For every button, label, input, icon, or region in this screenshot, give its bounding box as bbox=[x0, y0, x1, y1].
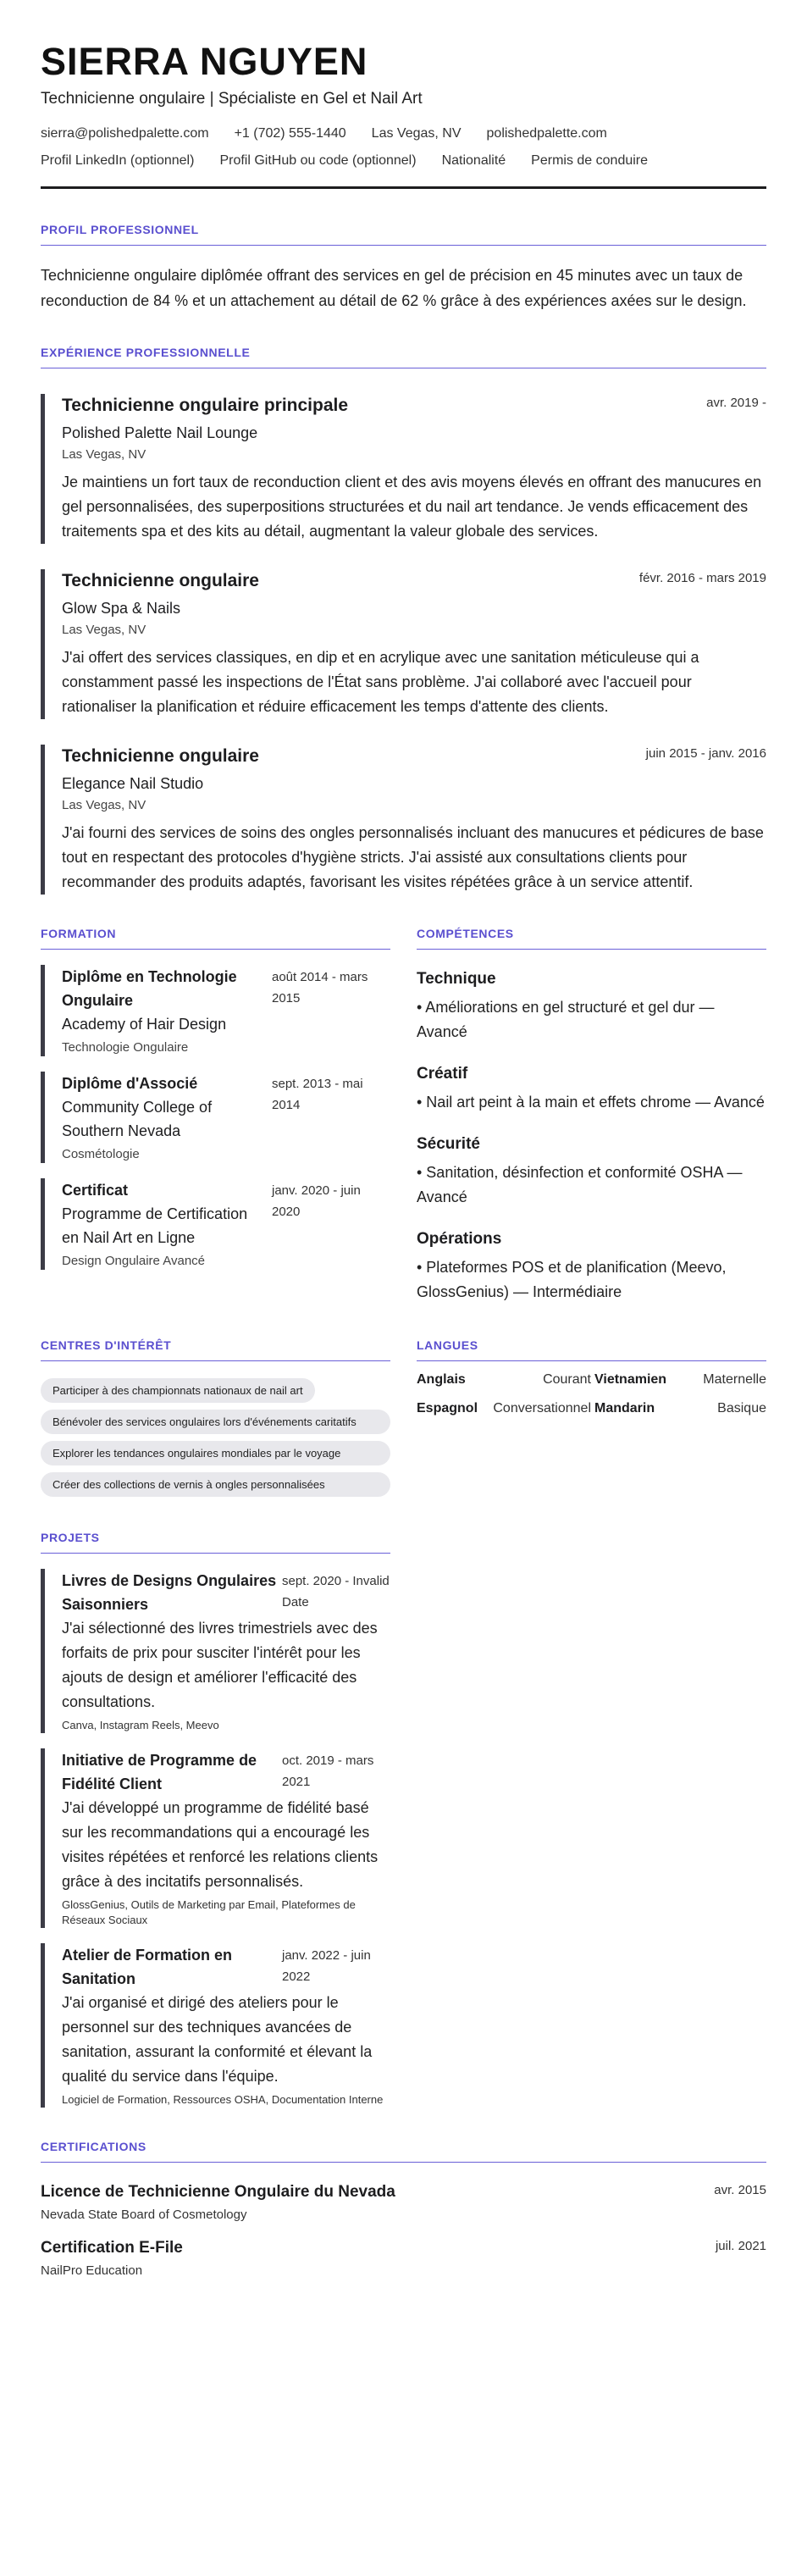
certification-name: Licence de Technicienne Ongulaire du Nevada bbox=[41, 2183, 395, 2201]
skill-item: • Sanitation, désinfection et conformité OSHA — Avancé bbox=[417, 1164, 743, 1205]
interest-chip: Explorer les tendances ongulaires mondiales par le voyage bbox=[41, 1441, 390, 1465]
education-date: sept. 2013 - mai 2014 bbox=[272, 1077, 363, 1112]
education-date: janv. 2020 - juin 2020 bbox=[272, 1183, 361, 1219]
contact-website[interactable]: polishedpalette.com bbox=[486, 126, 607, 141]
education-field: Technologie Ongulaire bbox=[62, 1040, 189, 1055]
certification-issuer: NailPro Education bbox=[41, 2263, 143, 2278]
job-title: Technicienne ongulaire bbox=[62, 571, 259, 590]
certification-date: avr. 2015 bbox=[714, 2183, 766, 2197]
project-date: oct. 2019 - mars 2021 bbox=[282, 1753, 374, 1789]
job-title: Technicienne ongulaire principale bbox=[62, 396, 349, 415]
experience-section bbox=[41, 346, 766, 895]
project-tools: GlossGenius, Outils de Marketing par Email, Plateformes de Réseaux Sociaux bbox=[62, 1898, 356, 1926]
interest-chip: Créer des collections de vernis à ongles personnalisées bbox=[41, 1472, 390, 1497]
language-name: Espagnol bbox=[417, 1401, 478, 1415]
nationality-field: Nationalité bbox=[441, 153, 506, 168]
language-level: Basique bbox=[717, 1401, 766, 1415]
job-date: févr. 2016 - mars 2019 bbox=[638, 571, 766, 585]
project-description: J'ai sélectionné des livres trimestriels avec des forfaits de prix pour susciter l'intérêt pour les ajouts de design et améliorer l'efficacité des consultations. bbox=[62, 1620, 378, 1710]
job-date: juin 2015 - janv. 2016 bbox=[645, 746, 766, 761]
contact-phone[interactable]: +1 (702) 555-1440 bbox=[234, 126, 346, 141]
project-entry bbox=[41, 1569, 390, 1733]
skills-section bbox=[417, 927, 766, 1305]
education-school: Academy of Hair Design bbox=[62, 1016, 227, 1033]
skill-item: • Plateformes POS et de planification (Meevo, GlossGenius) — Intermédiaire bbox=[417, 1259, 727, 1300]
skill-item: • Améliorations en gel structuré et gel dur — Avancé bbox=[417, 999, 715, 1040]
languages-section bbox=[417, 1338, 766, 1497]
languages-heading: LANGUES bbox=[417, 1338, 766, 1361]
contact-line bbox=[41, 125, 766, 142]
education-field: Design Ongulaire Avancé bbox=[62, 1254, 205, 1268]
education-school: Community College of Southern Nevada bbox=[62, 1099, 213, 1139]
contact-email[interactable]: sierra@polishedpalette.com bbox=[41, 126, 209, 141]
skill-group bbox=[417, 968, 766, 1044]
education-entry bbox=[41, 965, 390, 1056]
language-level: Maternelle bbox=[703, 1372, 766, 1387]
education-degree: Diplôme en Technologie Ongulaire bbox=[62, 968, 237, 1009]
header-divider bbox=[41, 186, 766, 189]
language-level: Conversationnel bbox=[493, 1401, 591, 1415]
job-entry bbox=[41, 569, 766, 719]
interest-chip: Bénévoler des services ongulaires lors d'événements caritatifs bbox=[41, 1410, 390, 1434]
interests-languages-row bbox=[41, 1338, 766, 1497]
skill-category: Sécurité bbox=[417, 1135, 480, 1153]
interests-heading: CENTRES D'INTÉRÊT bbox=[41, 1338, 390, 1361]
education-degree: Certificat bbox=[62, 1182, 129, 1199]
interest-chip: Participer à des championnats nationaux de nail art bbox=[41, 1378, 315, 1403]
education-school: Programme de Certification en Nail Art en Ligne bbox=[62, 1205, 248, 1246]
skill-category: Technique bbox=[417, 970, 496, 988]
education-date: août 2014 - mars 2015 bbox=[272, 970, 368, 1005]
job-company: Elegance Nail Studio bbox=[62, 775, 204, 792]
certifications-section bbox=[41, 2140, 766, 2280]
job-company: Glow Spa & Nails bbox=[62, 600, 181, 617]
language-name: Anglais bbox=[417, 1372, 466, 1387]
education-degree: Diplôme d'Associé bbox=[62, 1075, 198, 1092]
projects-heading: PROJETS bbox=[41, 1531, 390, 1554]
driver-license-field: Permis de conduire bbox=[531, 153, 649, 168]
projects-section bbox=[41, 1531, 390, 2108]
job-entry bbox=[41, 745, 766, 895]
project-tools: Canva, Instagram Reels, Meevo bbox=[62, 1719, 219, 1731]
job-location: Las Vegas, NV bbox=[62, 623, 146, 637]
profile-links-line bbox=[41, 152, 766, 169]
language-name: Vietnamien bbox=[594, 1372, 667, 1387]
job-location: Las Vegas, NV bbox=[62, 798, 146, 812]
candidate-headline: Technicienne ongulaire | Spécialiste en Gel et Nail Art bbox=[41, 90, 423, 108]
education-field: Cosmétologie bbox=[62, 1147, 140, 1161]
resume-header bbox=[41, 39, 766, 189]
skill-item: • Nail art peint à la main et effets chrome — Avancé bbox=[417, 1094, 765, 1111]
certification-date: juil. 2021 bbox=[715, 2239, 766, 2253]
summary-section bbox=[41, 223, 766, 313]
job-date: avr. 2019 - bbox=[706, 396, 766, 410]
job-description: J'ai offert des services classiques, en dip et en acrylique avec une sanitation méticuleuse qui a constamment passé les inspections de l'État sans problème. J'ai collaboré avec l'accueil pour rationaliser la planification et réduire efficacement les temps d'attente des clients. bbox=[62, 649, 699, 715]
education-heading: FORMATION bbox=[41, 927, 390, 950]
linkedin-link[interactable]: Profil LinkedIn (optionnel) bbox=[41, 153, 195, 168]
skill-category: Opérations bbox=[417, 1230, 502, 1248]
education-entry bbox=[41, 1178, 390, 1270]
language-level: Courant bbox=[543, 1372, 591, 1387]
project-entry bbox=[41, 1943, 390, 2108]
job-description: Je maintiens un fort taux de reconduction client et des avis moyens élevés en offrant des manucures en gel personnalisées, des superpositions structurées et du nail art tendance. Je vends efficacement des traitements spa et des kits au détail, augmentant la valeur globale des services. bbox=[62, 474, 762, 540]
project-description: J'ai développé un programme de fidélité basé sur les recommandations qui a encouragé les visites répétées et renforcé les relations clients grâce à des incitatifs personnalisés. bbox=[62, 1799, 379, 1890]
certification-entry bbox=[41, 2181, 766, 2224]
interest-chip-list bbox=[41, 1371, 390, 1497]
summary-text: Technicienne ongulaire diplômée offrant des services en gel de précision en 45 minutes avec un taux de reconduction de 84 % et un attachement au détail de 62 % grâce à des expériences axées sur le design. bbox=[41, 267, 747, 309]
language-grid bbox=[417, 1371, 766, 1417]
skills-heading: COMPÉTENCES bbox=[417, 927, 766, 950]
project-title: Atelier de Formation en Sanitation bbox=[62, 1947, 233, 1987]
project-date: sept. 2020 - Invalid Date bbox=[282, 1574, 390, 1609]
contact-location: Las Vegas, NV bbox=[371, 126, 462, 141]
skill-group bbox=[417, 1133, 766, 1210]
project-entry bbox=[41, 1748, 390, 1928]
skill-group bbox=[417, 1063, 766, 1115]
certification-entry bbox=[41, 2237, 766, 2280]
certifications-heading: CERTIFICATIONS bbox=[41, 2140, 766, 2163]
education-skills-row bbox=[41, 927, 766, 1305]
job-title: Technicienne ongulaire bbox=[62, 746, 259, 766]
job-entry bbox=[41, 394, 766, 544]
projects-row bbox=[41, 1531, 766, 2108]
summary-heading: PROFIL PROFESSIONNEL bbox=[41, 223, 766, 246]
certification-issuer: Nevada State Board of Cosmetology bbox=[41, 2208, 247, 2222]
project-title: Livres de Designs Ongulaires Saisonniers bbox=[62, 1572, 277, 1613]
job-company: Polished Palette Nail Lounge bbox=[62, 424, 258, 441]
skill-category: Créatif bbox=[417, 1065, 468, 1083]
certification-name: Certification E-File bbox=[41, 2239, 183, 2257]
project-title: Initiative de Programme de Fidélité Client bbox=[62, 1752, 257, 1792]
project-date: janv. 2022 - juin 2022 bbox=[282, 1948, 371, 1984]
interests-section bbox=[41, 1338, 390, 1497]
education-section bbox=[41, 927, 390, 1305]
skill-group bbox=[417, 1228, 766, 1305]
project-description: J'ai organisé et dirigé des ateliers pour le personnel sur des techniques avancées de sanitation, assurant la conformité et élevant la qualité du service dans l'équipe. bbox=[62, 1994, 373, 2085]
education-entry bbox=[41, 1072, 390, 1163]
language-name: Mandarin bbox=[594, 1401, 655, 1415]
project-tools: Logiciel de Formation, Ressources OSHA, Documentation Interne bbox=[62, 2093, 384, 2106]
experience-heading: EXPÉRIENCE PROFESSIONNELLE bbox=[41, 346, 766, 368]
job-location: Las Vegas, NV bbox=[62, 447, 146, 462]
job-description: J'ai fourni des services de soins des ongles personnalisés incluant des manucures et pédicures de base tout en respectant des protocoles d'hygiène stricts. J'ai assisté aux consultations clients pour recommander des produits adaptés, favorisant les visites répétées grâce à un service attentif. bbox=[62, 824, 764, 890]
candidate-name: SIERRA NGUYEN bbox=[41, 40, 368, 83]
github-link[interactable]: Profil GitHub ou code (optionnel) bbox=[219, 153, 417, 168]
